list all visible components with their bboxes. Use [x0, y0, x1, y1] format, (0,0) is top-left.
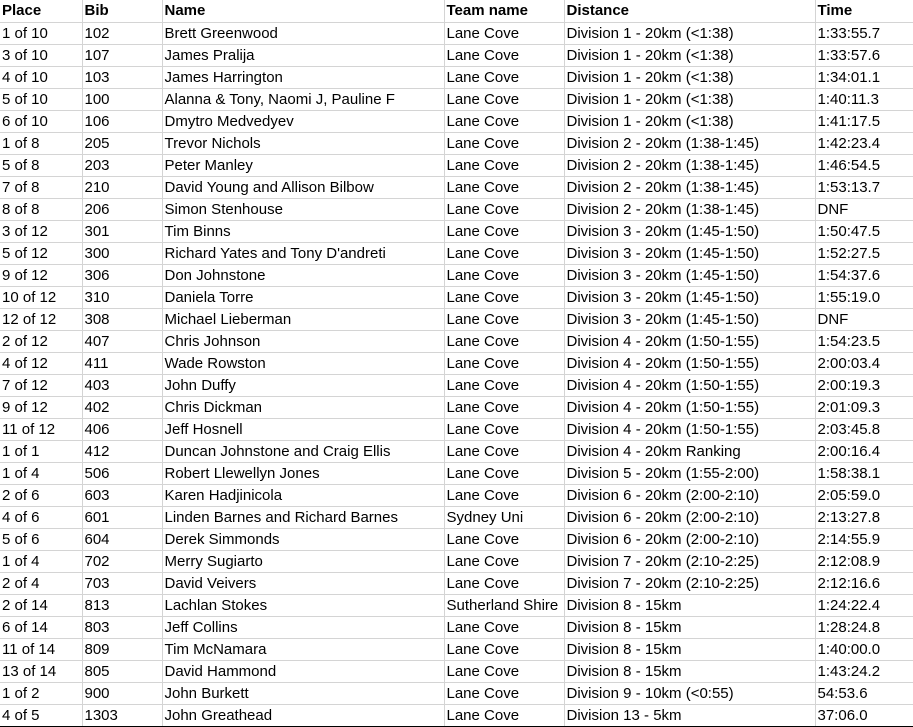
cell-place[interactable]: 5 of 12 — [0, 243, 82, 265]
table-row — [0, 595, 913, 617]
cell-distance[interactable]: Division 3 - 20km (1:45-1:50) — [564, 221, 815, 243]
cell-name[interactable]: Jeff Collins — [162, 617, 444, 639]
cell-team[interactable]: Lane Cove — [444, 419, 564, 441]
cell-team[interactable]: Lane Cove — [444, 331, 564, 353]
cell-name[interactable]: Derek Simmonds — [162, 529, 444, 551]
cell-time[interactable]: 54:53.6 — [815, 683, 913, 705]
cell-name[interactable]: Karen Hadjinicola — [162, 485, 444, 507]
table-row — [0, 45, 913, 67]
cell-place[interactable]: 3 of 12 — [0, 221, 82, 243]
cell-name[interactable]: Trevor Nichols — [162, 133, 444, 155]
table-row — [0, 573, 913, 595]
cell-name[interactable]: Daniela Torre — [162, 287, 444, 309]
cell-name[interactable]: Dmytro Medvedyev — [162, 111, 444, 133]
cell-time[interactable]: 1:55:19.0 — [815, 287, 913, 309]
cell-name[interactable]: David Young and Allison Bilbow — [162, 177, 444, 199]
cell-distance[interactable]: Division 8 - 15km — [564, 617, 815, 639]
cell-team[interactable]: Lane Cove — [444, 529, 564, 551]
cell-time[interactable]: 1:40:00.0 — [815, 639, 913, 661]
cell-place[interactable]: 11 of 12 — [0, 419, 82, 441]
cell-name[interactable]: Tim McNamara — [162, 639, 444, 661]
table-row — [0, 419, 913, 441]
cell-distance[interactable]: Division 7 - 20km (2:10-2:25) — [564, 573, 815, 595]
cell-distance[interactable]: Division 8 - 15km — [564, 595, 815, 617]
cell-time[interactable]: DNF — [815, 199, 913, 221]
cell-bib[interactable]: 803 — [82, 617, 162, 639]
cell-bib[interactable]: 703 — [82, 573, 162, 595]
cell-place[interactable]: 2 of 14 — [0, 595, 82, 617]
cell-distance[interactable]: Division 4 - 20km (1:50-1:55) — [564, 331, 815, 353]
cell-place[interactable]: 5 of 8 — [0, 155, 82, 177]
cell-bib[interactable]: 300 — [82, 243, 162, 265]
table-row — [0, 111, 913, 133]
cell-bib[interactable]: 100 — [82, 89, 162, 111]
cell-team[interactable]: Lane Cove — [444, 309, 564, 331]
cell-bib[interactable]: 203 — [82, 155, 162, 177]
cell-time[interactable]: 1:28:24.8 — [815, 617, 913, 639]
cell-name[interactable]: Tim Binns — [162, 221, 444, 243]
cell-place[interactable]: 10 of 12 — [0, 287, 82, 309]
cell-name[interactable]: John Greathead — [162, 705, 444, 727]
cell-distance[interactable]: Division 6 - 20km (2:00-2:10) — [564, 485, 815, 507]
cell-time[interactable]: 1:50:47.5 — [815, 221, 913, 243]
cell-name[interactable]: Robert Llewellyn Jones — [162, 463, 444, 485]
cell-distance[interactable]: Division 4 - 20km (1:50-1:55) — [564, 353, 815, 375]
cell-time[interactable]: 1:41:17.5 — [815, 111, 913, 133]
table-row — [0, 353, 913, 375]
cell-team[interactable]: Lane Cove — [444, 89, 564, 111]
cell-name[interactable]: Lachlan Stokes — [162, 595, 444, 617]
cell-bib[interactable]: 106 — [82, 111, 162, 133]
cell-distance[interactable]: Division 13 - 5km — [564, 705, 815, 727]
cell-time[interactable]: 2:12:08.9 — [815, 551, 913, 573]
cell-time[interactable]: 1:53:13.7 — [815, 177, 913, 199]
cell-distance[interactable]: Division 1 - 20km (<1:38) — [564, 89, 815, 111]
cell-team[interactable]: Lane Cove — [444, 705, 564, 727]
cell-name[interactable]: David Hammond — [162, 661, 444, 683]
cell-name[interactable]: Jeff Hosnell — [162, 419, 444, 441]
cell-team[interactable]: Lane Cove — [444, 683, 564, 705]
cell-distance[interactable]: Division 9 - 10km (<0:55) — [564, 683, 815, 705]
cell-team[interactable]: Lane Cove — [444, 485, 564, 507]
cell-team[interactable]: Lane Cove — [444, 287, 564, 309]
cell-time[interactable]: 37:06.0 — [815, 705, 913, 727]
cell-team[interactable]: Sydney Uni — [444, 507, 564, 529]
cell-name[interactable]: Wade Rowston — [162, 353, 444, 375]
cell-team[interactable]: Sutherland Shire — [444, 595, 564, 617]
cell-distance[interactable]: Division 2 - 20km (1:38-1:45) — [564, 177, 815, 199]
cell-distance[interactable]: Division 1 - 20km (<1:38) — [564, 111, 815, 133]
cell-place[interactable]: 4 of 12 — [0, 353, 82, 375]
table-row — [0, 287, 913, 309]
cell-bib[interactable]: 809 — [82, 639, 162, 661]
cell-bib[interactable]: 604 — [82, 529, 162, 551]
cell-place[interactable]: 1 of 8 — [0, 133, 82, 155]
cell-bib[interactable]: 402 — [82, 397, 162, 419]
cell-time[interactable]: 2:01:09.3 — [815, 397, 913, 419]
cell-team[interactable]: Lane Cove — [444, 353, 564, 375]
cell-place[interactable]: 8 of 8 — [0, 199, 82, 221]
column-header-team[interactable]: Team name — [444, 0, 564, 23]
cell-team[interactable]: Lane Cove — [444, 133, 564, 155]
cell-distance[interactable]: Division 7 - 20km (2:10-2:25) — [564, 551, 815, 573]
cell-time[interactable]: 1:33:57.6 — [815, 45, 913, 67]
cell-place[interactable]: 1 of 1 — [0, 441, 82, 463]
cell-name[interactable]: John Burkett — [162, 683, 444, 705]
cell-bib[interactable]: 601 — [82, 507, 162, 529]
table-row — [0, 309, 913, 331]
cell-bib[interactable]: 506 — [82, 463, 162, 485]
cell-name[interactable]: Linden Barnes and Richard Barnes — [162, 507, 444, 529]
cell-team[interactable]: Lane Cove — [444, 639, 564, 661]
cell-time[interactable]: 2:00:16.4 — [815, 441, 913, 463]
table-row — [0, 375, 913, 397]
cell-place[interactable]: 2 of 6 — [0, 485, 82, 507]
cell-name[interactable]: Chris Johnson — [162, 331, 444, 353]
cell-team[interactable]: Lane Cove — [444, 177, 564, 199]
cell-bib[interactable]: 702 — [82, 551, 162, 573]
cell-time[interactable]: 2:00:19.3 — [815, 375, 913, 397]
cell-time[interactable]: 1:43:24.2 — [815, 661, 913, 683]
cell-time[interactable]: 1:52:27.5 — [815, 243, 913, 265]
cell-time[interactable]: 1:54:23.5 — [815, 331, 913, 353]
cell-time[interactable]: 1:58:38.1 — [815, 463, 913, 485]
cell-time[interactable]: 2:00:03.4 — [815, 353, 913, 375]
cell-distance[interactable]: Division 5 - 20km (1:55-2:00) — [564, 463, 815, 485]
table-row — [0, 529, 913, 551]
cell-bib[interactable]: 603 — [82, 485, 162, 507]
cell-place[interactable]: 1 of 4 — [0, 551, 82, 573]
cell-time[interactable]: 2:03:45.8 — [815, 419, 913, 441]
cell-distance[interactable]: Division 2 - 20km (1:38-1:45) — [564, 155, 815, 177]
cell-time[interactable]: 1:24:22.4 — [815, 595, 913, 617]
cell-place[interactable]: 11 of 14 — [0, 639, 82, 661]
table-row — [0, 441, 913, 463]
cell-team[interactable]: Lane Cove — [444, 375, 564, 397]
cell-place[interactable]: 4 of 10 — [0, 67, 82, 89]
cell-bib[interactable]: 805 — [82, 661, 162, 683]
cell-distance[interactable]: Division 2 - 20km (1:38-1:45) — [564, 199, 815, 221]
cell-bib[interactable]: 407 — [82, 331, 162, 353]
cell-team[interactable]: Lane Cove — [444, 23, 564, 45]
table-row — [0, 463, 913, 485]
cell-distance[interactable]: Division 4 - 20km Ranking — [564, 441, 815, 463]
table-row — [0, 67, 913, 89]
cell-place[interactable]: 9 of 12 — [0, 397, 82, 419]
table-row — [0, 243, 913, 265]
cell-name[interactable]: John Duffy — [162, 375, 444, 397]
cell-team[interactable]: Lane Cove — [444, 111, 564, 133]
cell-time[interactable]: 1:42:23.4 — [815, 133, 913, 155]
cell-team[interactable]: Lane Cove — [444, 45, 564, 67]
cell-team[interactable]: Lane Cove — [444, 155, 564, 177]
cell-name[interactable]: Duncan Johnstone and Craig Ellis — [162, 441, 444, 463]
cell-team[interactable]: Lane Cove — [444, 441, 564, 463]
cell-distance[interactable]: Division 8 - 15km — [564, 661, 815, 683]
column-header-place[interactable]: Place — [0, 0, 82, 23]
cell-place[interactable]: 5 of 6 — [0, 529, 82, 551]
table-row — [0, 661, 913, 683]
cell-bib[interactable]: 310 — [82, 287, 162, 309]
cell-team[interactable]: Lane Cove — [444, 573, 564, 595]
cell-place[interactable]: 4 of 6 — [0, 507, 82, 529]
cell-place[interactable]: 7 of 8 — [0, 177, 82, 199]
table-row — [0, 507, 913, 529]
column-header-time[interactable]: Time — [815, 0, 913, 23]
cell-distance[interactable]: Division 4 - 20km (1:50-1:55) — [564, 419, 815, 441]
cell-place[interactable]: 6 of 14 — [0, 617, 82, 639]
cell-distance[interactable]: Division 1 - 20km (<1:38) — [564, 23, 815, 45]
cell-distance[interactable]: Division 3 - 20km (1:45-1:50) — [564, 309, 815, 331]
table-row — [0, 617, 913, 639]
cell-team[interactable]: Lane Cove — [444, 199, 564, 221]
table-row — [0, 199, 913, 221]
cell-distance[interactable]: Division 1 - 20km (<1:38) — [564, 67, 815, 89]
cell-bib[interactable]: 412 — [82, 441, 162, 463]
cell-bib[interactable]: 103 — [82, 67, 162, 89]
cell-distance[interactable]: Division 1 - 20km (<1:38) — [564, 45, 815, 67]
cell-bib[interactable]: 308 — [82, 309, 162, 331]
table-row — [0, 265, 913, 287]
column-header-name[interactable]: Name — [162, 0, 444, 23]
cell-place[interactable]: 4 of 5 — [0, 705, 82, 727]
cell-name[interactable]: Richard Yates and Tony D'andreti — [162, 243, 444, 265]
cell-team[interactable]: Lane Cove — [444, 221, 564, 243]
cell-distance[interactable]: Division 6 - 20km (2:00-2:10) — [564, 507, 815, 529]
cell-place[interactable]: 1 of 4 — [0, 463, 82, 485]
table-row — [0, 331, 913, 353]
cell-time[interactable]: 2:14:55.9 — [815, 529, 913, 551]
cell-place[interactable]: 3 of 10 — [0, 45, 82, 67]
cell-distance[interactable]: Division 4 - 20km (1:50-1:55) — [564, 397, 815, 419]
cell-distance[interactable]: Division 3 - 20km (1:45-1:50) — [564, 287, 815, 309]
cell-name[interactable]: Brett Greenwood — [162, 23, 444, 45]
cell-bib[interactable]: 210 — [82, 177, 162, 199]
cell-bib[interactable]: 306 — [82, 265, 162, 287]
cell-team[interactable]: Lane Cove — [444, 397, 564, 419]
cell-bib[interactable]: 301 — [82, 221, 162, 243]
cell-bib[interactable]: 406 — [82, 419, 162, 441]
cell-bib[interactable]: 813 — [82, 595, 162, 617]
cell-team[interactable]: Lane Cove — [444, 661, 564, 683]
cell-team[interactable]: Lane Cove — [444, 617, 564, 639]
cell-team[interactable]: Lane Cove — [444, 463, 564, 485]
table-row — [0, 177, 913, 199]
cell-time[interactable]: 1:40:11.3 — [815, 89, 913, 111]
cell-time[interactable]: 1:33:55.7 — [815, 23, 913, 45]
cell-name[interactable]: James Harrington — [162, 67, 444, 89]
table-row — [0, 89, 913, 111]
column-header-distance[interactable]: Distance — [564, 0, 815, 23]
table-row — [0, 155, 913, 177]
table-row — [0, 397, 913, 419]
cell-team[interactable]: Lane Cove — [444, 67, 564, 89]
cell-place[interactable]: 2 of 4 — [0, 573, 82, 595]
cell-time[interactable]: 2:05:59.0 — [815, 485, 913, 507]
cell-place[interactable]: 7 of 12 — [0, 375, 82, 397]
cell-distance[interactable]: Division 2 - 20km (1:38-1:45) — [564, 133, 815, 155]
cell-distance[interactable]: Division 6 - 20km (2:00-2:10) — [564, 529, 815, 551]
table-row — [0, 705, 913, 727]
cell-distance[interactable]: Division 8 - 15km — [564, 639, 815, 661]
cell-name[interactable]: David Veivers — [162, 573, 444, 595]
cell-distance[interactable]: Division 3 - 20km (1:45-1:50) — [564, 243, 815, 265]
results-body — [0, 23, 913, 727]
cell-team[interactable]: Lane Cove — [444, 551, 564, 573]
cell-time[interactable]: 2:12:16.6 — [815, 573, 913, 595]
cell-place[interactable]: 9 of 12 — [0, 265, 82, 287]
cell-distance[interactable]: Division 3 - 20km (1:45-1:50) — [564, 265, 815, 287]
cell-place[interactable]: 5 of 10 — [0, 89, 82, 111]
cell-bib[interactable]: 1303 — [82, 705, 162, 727]
cell-place[interactable]: 1 of 10 — [0, 23, 82, 45]
cell-name[interactable]: Don Johnstone — [162, 265, 444, 287]
cell-place[interactable]: 6 of 10 — [0, 111, 82, 133]
header-row — [0, 0, 913, 23]
cell-time[interactable]: 1:54:37.6 — [815, 265, 913, 287]
table-row — [0, 639, 913, 661]
table-row — [0, 133, 913, 155]
cell-name[interactable]: Peter Manley — [162, 155, 444, 177]
cell-distance[interactable]: Division 4 - 20km (1:50-1:55) — [564, 375, 815, 397]
cell-time[interactable]: DNF — [815, 309, 913, 331]
cell-time[interactable]: 2:13:27.8 — [815, 507, 913, 529]
table-row — [0, 551, 913, 573]
cell-time[interactable]: 1:46:54.5 — [815, 155, 913, 177]
cell-bib[interactable]: 411 — [82, 353, 162, 375]
cell-name[interactable]: Alanna & Tony, Naomi J, Pauline F — [162, 89, 444, 111]
cell-name[interactable]: Simon Stenhouse — [162, 199, 444, 221]
table-row — [0, 221, 913, 243]
cell-place[interactable]: 2 of 12 — [0, 331, 82, 353]
cell-team[interactable]: Lane Cove — [444, 265, 564, 287]
cell-bib[interactable]: 403 — [82, 375, 162, 397]
cell-place[interactable]: 1 of 2 — [0, 683, 82, 705]
cell-name[interactable]: Merry Sugiarto — [162, 551, 444, 573]
cell-name[interactable]: Michael Lieberman — [162, 309, 444, 331]
cell-name[interactable]: James Pralija — [162, 45, 444, 67]
cell-place[interactable]: 12 of 12 — [0, 309, 82, 331]
table-row — [0, 485, 913, 507]
cell-name[interactable]: Chris Dickman — [162, 397, 444, 419]
cell-bib[interactable]: 206 — [82, 199, 162, 221]
cell-bib[interactable]: 107 — [82, 45, 162, 67]
cell-team[interactable]: Lane Cove — [444, 243, 564, 265]
table-row — [0, 683, 913, 705]
cell-time[interactable]: 1:34:01.1 — [815, 67, 913, 89]
cell-bib[interactable]: 102 — [82, 23, 162, 45]
cell-bib[interactable]: 900 — [82, 683, 162, 705]
column-header-bib[interactable]: Bib — [82, 0, 162, 23]
table-row — [0, 23, 913, 45]
cell-bib[interactable]: 205 — [82, 133, 162, 155]
cell-place[interactable]: 13 of 14 — [0, 661, 82, 683]
